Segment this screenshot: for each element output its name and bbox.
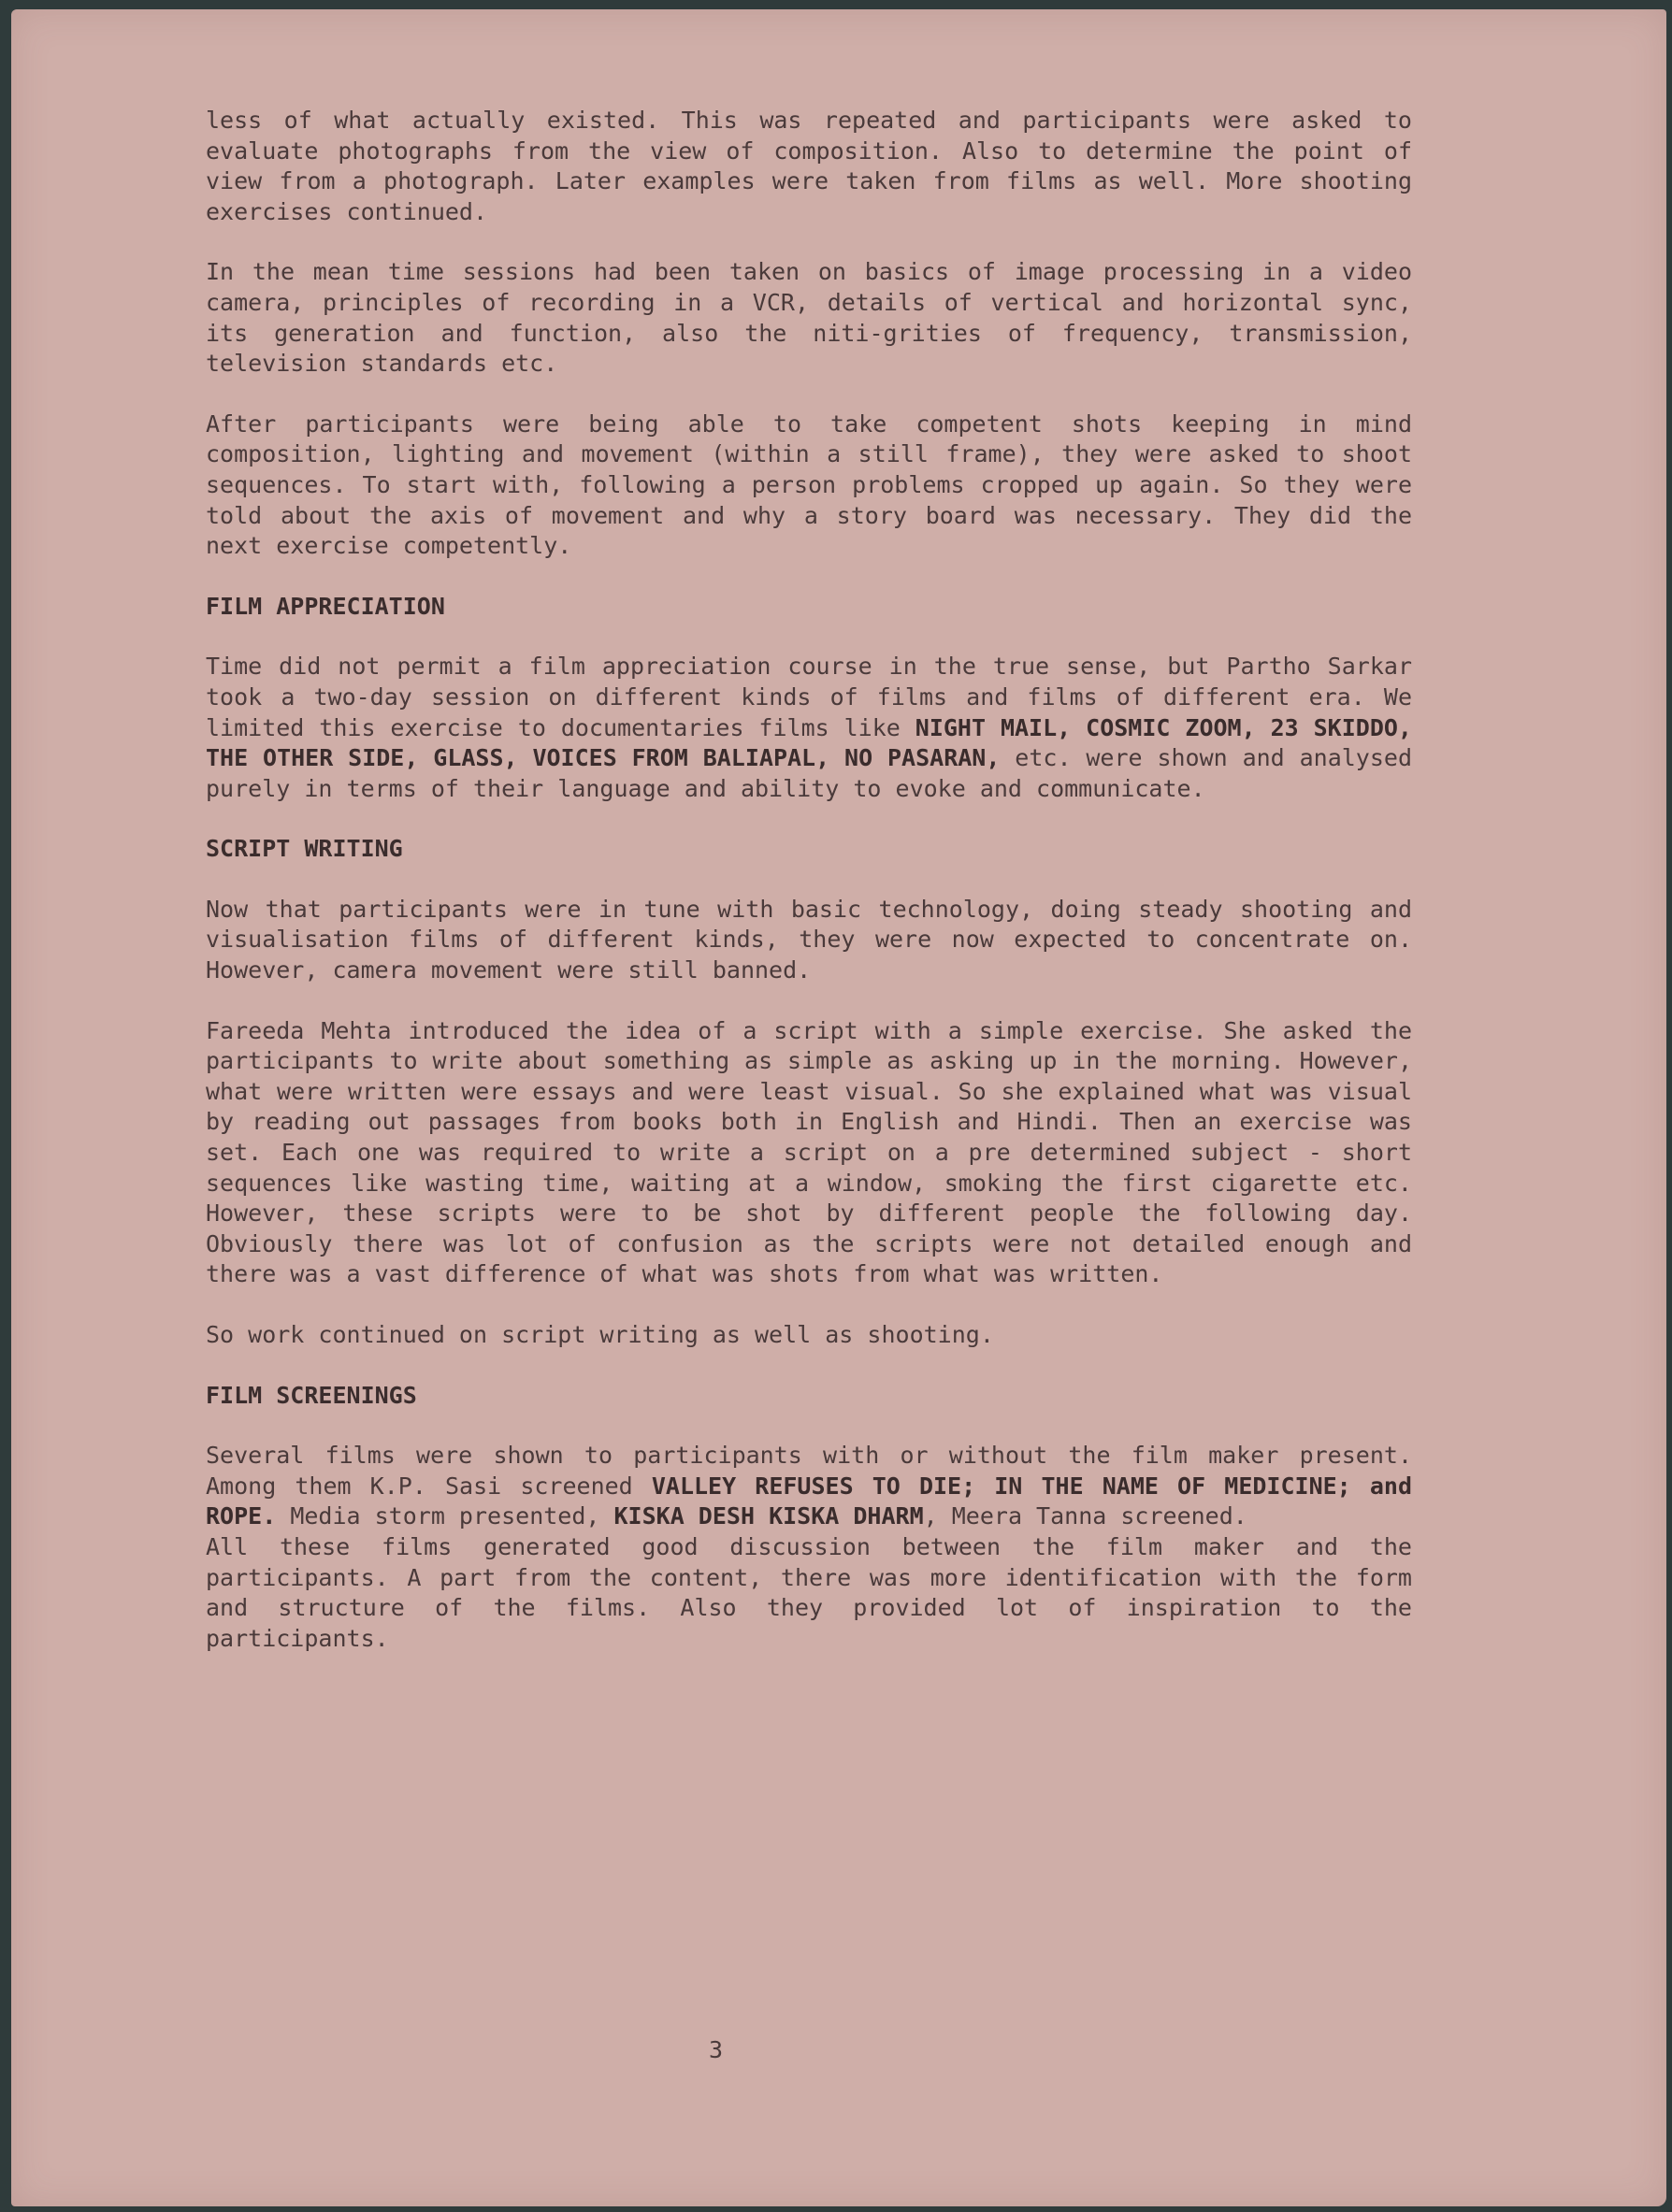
paragraph-work-continued: So work continued on script writing as well as shooting.: [206, 1321, 994, 1348]
paragraph-sequences: After participants were being able to take competent shots keeping in mind composition, lighting and movement (within a still frame), they were asked to shoot sequences. To start with, following a person problems cropped up again. So they were told about the axis of movement and why a story board was necessary. They did the next exercise competently.: [206, 409, 1412, 560]
document-body: [206, 106, 1412, 1684]
paragraph-composition: less of what actually existed. This was repeated and participants were asked to evaluate photographs from the view of composition. Also to determine the point of view from a photograph. Later examples were taken from films as well. More shooting exercises continued.: [206, 107, 1412, 225]
paragraph-film-screenings: [206, 1441, 1412, 1654]
page-number: 3: [709, 2036, 724, 2063]
screenings-text-2: Media storm presented,: [276, 1502, 614, 1530]
film-appreciation-text-before: Time did not permit a film appreciation course in the true sense, but Partho Sarkar took a two-day session on different kinds of films and films of different era. We limited this exercise to documentaries films like: [206, 653, 1412, 741]
screenings-titles-1: VALLEY REFUSES TO DIE; IN THE NAME OF MEDICINE; and ROPE.: [206, 1472, 1412, 1530]
screenings-text-4: All these films generated good discussion between the film maker and the participants. A part from the content, there was more identification with the form and structure of the films. Also they provided lot of inspiration to the participants.: [206, 1532, 1412, 1652]
film-appreciation-titles: NIGHT MAIL, COSMIC ZOOM, 23 SKIDDO, THE OTHER SIDE, GLASS, VOICES FROM BALIAPAL, NO PASARAN,: [206, 713, 1412, 772]
screenings-titles-2: KISKA DESH KISKA DHARM: [613, 1502, 924, 1530]
heading-script-writing: SCRIPT WRITING: [206, 835, 403, 863]
paragraph-fareeda-mehta: Fareeda Mehta introduced the idea of a script with a simple exercise. She asked the participants to write about something as simple as asking up in the morning. However, what were written were essays and were least visual. So she explained what was visual by reading out passages from books both in English and Hindi. Then an exercise was set. Each one was required to write a script on a pre determined subject - short sequences like wasting time, waiting at a window, smoking the first cigarette etc. However, these scripts were to be shot by different people the following day. Obviously there was lot of confusion as the scripts were not detailed enough and there was a vast difference of what was shots from what was written.: [206, 1016, 1412, 1288]
paragraph-technology: Now that participants were in tune with basic technology, doing steady shooting and visualisation films of different kinds, they were now expected to concentrate on. However, camera movement were still banned.: [206, 895, 1412, 984]
film-appreciation-text-after: etc. were shown and analysed purely in terms of their language and ability to evoke and communicate.: [206, 744, 1412, 802]
screenings-text-1: Several films were shown to participants with or without the film maker present. Among them K.P. Sasi screened: [206, 1442, 1412, 1500]
paragraph-image-processing: In the mean time sessions had been taken on basics of image processing in a video camera, principles of recording in a VCR, details of vertical and horizontal sync, its generation and function, also the niti-grities of frequency, transmission, television standards etc.: [206, 258, 1412, 378]
screenings-text-3: , Meera Tanna screened.: [923, 1502, 1247, 1530]
document-page: [11, 9, 1666, 2206]
heading-film-screenings: FILM SCREENINGS: [206, 1381, 417, 1409]
heading-film-appreciation: FILM APPRECIATION: [206, 592, 445, 620]
paragraph-film-appreciation: [206, 652, 1412, 804]
